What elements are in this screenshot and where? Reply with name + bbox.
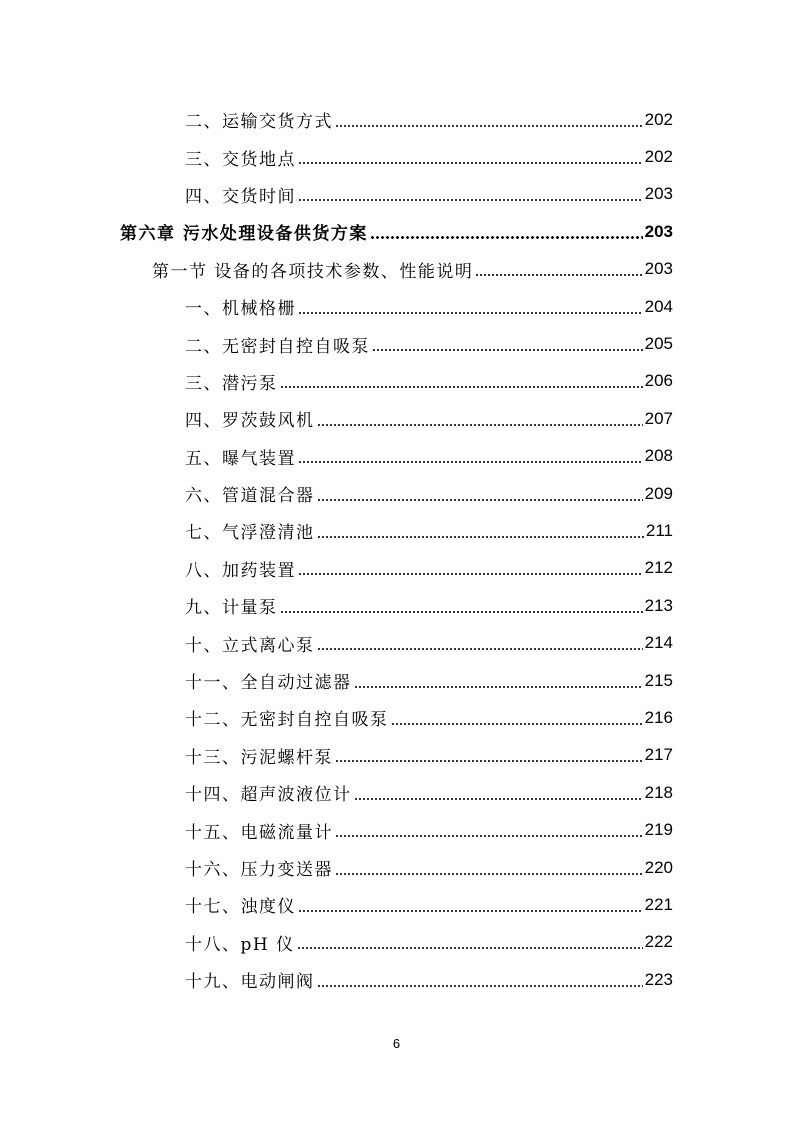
dot-leader (280, 373, 643, 391)
toc-entry[interactable] (0, 101, 793, 138)
toc-entry[interactable] (0, 138, 793, 175)
toc-entry-title: 二、无密封自控自吸泵 (185, 336, 370, 357)
toc-entry-title: 一、机械格栅 (185, 299, 296, 320)
toc-entry[interactable] (0, 624, 793, 661)
toc-entry-title: 十九、电动闸阀 (185, 972, 315, 993)
dot-leader (372, 336, 643, 354)
dot-leader (370, 224, 643, 242)
toc-entry[interactable] (0, 363, 793, 400)
toc-entry[interactable] (0, 550, 793, 587)
dot-leader (298, 560, 643, 578)
toc-entry-title: 十八、pH 仪 (185, 934, 295, 955)
dot-leader (317, 411, 643, 429)
toc-entry-title: 八、加药装置 (185, 560, 296, 581)
dot-leader (335, 822, 643, 840)
toc-entry-page-number: 218 (644, 782, 673, 802)
toc-entry-title: 十六、压力变送器 (185, 860, 333, 880)
toc-entry[interactable] (0, 512, 793, 549)
dot-leader (280, 598, 643, 616)
toc-entry[interactable] (0, 849, 793, 886)
toc-entry-page-number: 203 (644, 259, 673, 279)
toc-entry-title: 四、罗茨鼓风机 (185, 411, 315, 432)
page-number-footer: 6 (392, 1036, 401, 1051)
toc-entry-page-number: 211 (645, 520, 673, 540)
toc-entry[interactable] (0, 251, 793, 288)
dot-leader (335, 112, 643, 130)
toc-entry[interactable] (0, 587, 793, 624)
toc-entry-title: 五、曝气装置 (185, 448, 296, 469)
toc-entry-page-number: 222 (644, 932, 673, 952)
toc-entry-page-number: 212 (644, 558, 673, 578)
toc-entry[interactable] (0, 213, 793, 250)
dot-leader (317, 486, 643, 504)
toc-entry[interactable] (0, 961, 793, 998)
dot-leader (317, 523, 644, 541)
toc-entry-page-number: 223 (644, 969, 673, 989)
toc-entry-page-number: 208 (644, 446, 673, 466)
toc-entry-title: 十三、污泥螺杆泵 (185, 747, 333, 768)
toc-entry-page-number: 215 (644, 670, 673, 690)
toc-entry-title: 四、交货时间 (185, 186, 296, 207)
toc-entry-page-number: 220 (644, 857, 673, 877)
toc-entry[interactable] (0, 288, 793, 325)
dot-leader (475, 261, 642, 279)
dot-leader (297, 934, 643, 952)
toc-entry-title: 二、运输交货方式 (185, 112, 333, 133)
toc-entry-page-number: 206 (644, 371, 673, 391)
dot-leader (298, 186, 643, 204)
dot-leader (335, 860, 643, 878)
toc-entry-title: 第六章 污水处理设备供货方案 (120, 224, 368, 245)
toc-entry[interactable] (0, 924, 793, 961)
toc-entry-page-number: 209 (644, 483, 673, 503)
dot-leader (354, 673, 643, 691)
toc-entry-title: 七、气浮澄清池 (185, 523, 315, 544)
toc-entry[interactable] (0, 699, 793, 736)
dot-leader (317, 635, 643, 653)
toc-entry-title: 十七、浊度仪 (185, 897, 296, 918)
toc-entry-title: 九、计量泵 (185, 598, 278, 619)
toc-entry-page-number: 202 (644, 147, 673, 167)
toc-entry-page-number: 219 (644, 820, 673, 840)
dot-leader (298, 897, 643, 915)
toc-entry-title: 三、交货地点 (185, 149, 296, 170)
toc-entry-page-number: 204 (644, 296, 673, 316)
toc-entry-title: 第一节 设备的各项技术参数、性能说明 (152, 261, 474, 282)
toc-entry[interactable] (0, 475, 793, 512)
toc-entry[interactable] (0, 400, 793, 437)
table-of-contents (0, 101, 793, 998)
toc-entry-title: 十四、超声波液位计 (185, 785, 352, 806)
toc-entry-page-number: 202 (644, 109, 673, 129)
toc-entry-page-number: 221 (644, 894, 673, 914)
toc-entry-page-number: 216 (644, 707, 673, 727)
toc-entry-title: 十、立式离心泵 (185, 635, 315, 656)
toc-entry-page-number: 205 (644, 334, 673, 354)
dot-leader (317, 972, 643, 990)
toc-entry[interactable] (0, 737, 793, 774)
toc-entry-page-number: 217 (644, 745, 673, 765)
toc-entry-page-number: 207 (644, 408, 673, 428)
dot-leader (298, 149, 643, 167)
toc-entry[interactable] (0, 811, 793, 848)
toc-entry-page-number: 203 (644, 221, 673, 241)
dot-leader (335, 747, 643, 765)
toc-entry-title: 十一、全自动过滤器 (185, 673, 352, 694)
toc-entry[interactable] (0, 438, 793, 475)
dot-leader (298, 448, 643, 466)
dot-leader (298, 299, 643, 317)
toc-entry[interactable] (0, 176, 793, 213)
dot-leader (354, 785, 643, 803)
toc-entry-title: 十五、电磁流量计 (185, 822, 333, 843)
toc-entry[interactable] (0, 662, 793, 699)
toc-entry-title: 三、潜污泵 (185, 373, 278, 394)
toc-entry[interactable] (0, 886, 793, 923)
toc-entry-title: 十二、无密封自控自吸泵 (185, 710, 389, 731)
toc-entry-page-number: 213 (644, 595, 673, 615)
dot-leader (391, 710, 643, 728)
toc-entry-page-number: 214 (644, 633, 673, 653)
toc-entry[interactable] (0, 774, 793, 811)
toc-entry-title: 六、管道混合器 (185, 486, 315, 507)
toc-entry-page-number: 203 (644, 184, 673, 204)
toc-entry[interactable] (0, 325, 793, 362)
